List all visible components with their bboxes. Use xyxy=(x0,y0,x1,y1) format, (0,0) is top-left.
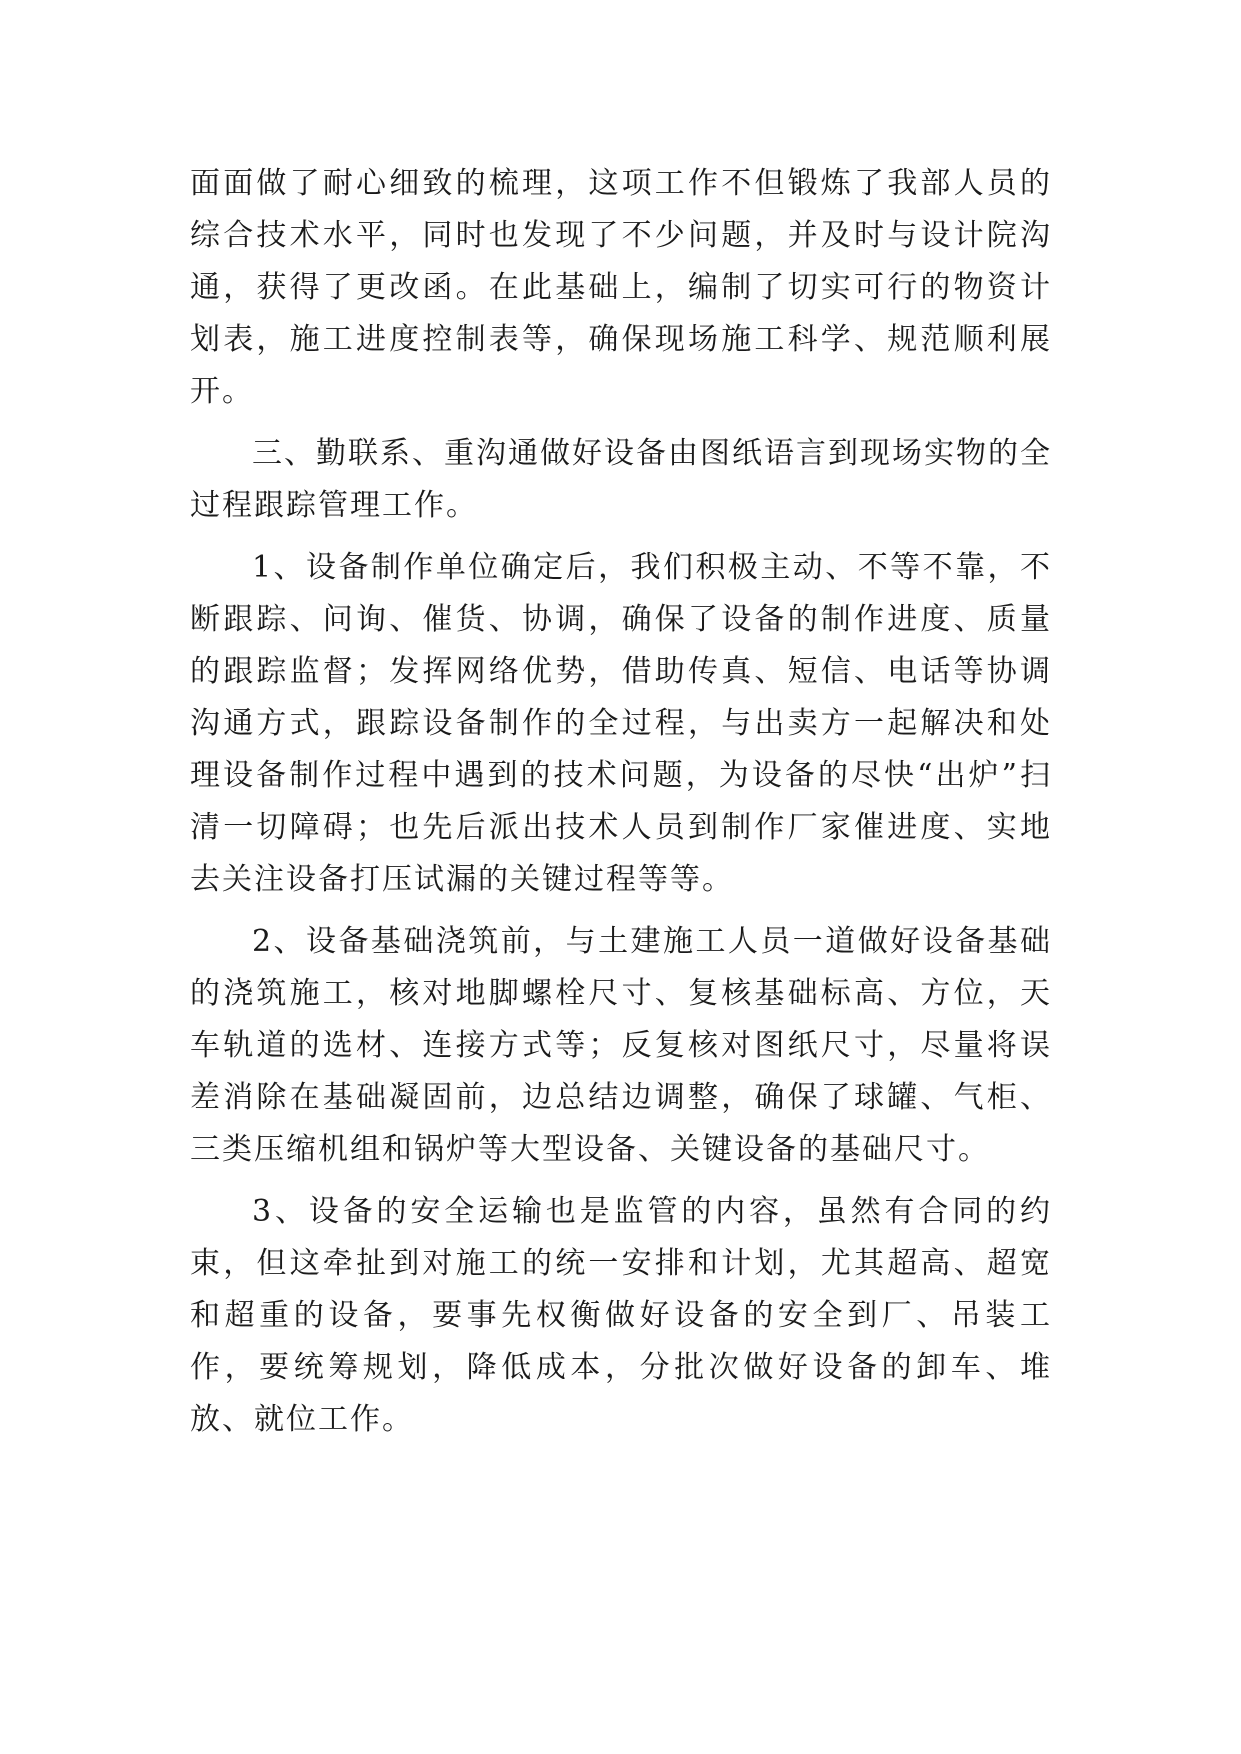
paragraph-item-3: 3、设备的安全运输也是监管的内容，虽然有合同的约束，但这牵扯到对施工的统一安排和计划，尤其超高、超宽和超重的设备，要事先权衡做好设备的安全到厂、吊装工作，要统筹规划，降低成本，分批次做好设备的卸车、堆放、就位工作。 xyxy=(190,1194,1052,1437)
paragraph-section-heading: 三、勤联系、重沟通做好设备由图纸语言到现场实物的全过程跟踪管理工作。 xyxy=(190,436,1052,523)
document-body xyxy=(190,158,1052,1456)
paragraph-item-1: 1、设备制作单位确定后，我们积极主动、不等不靠，不断跟踪、问询、催货、协调，确保了设备的制作进度、质量的跟踪监督；发挥网络优势，借助传真、短信、电话等协调沟通方式，跟踪设备制作的全过程，与出卖方一起解决和处理设备制作过程中遇到的技术问题，为设备的尽快“出炉”扫清一切障碍；也先后派出技术人员到制作厂家催进度、实地去关注设备打压试漏的关键过程等等。 xyxy=(190,550,1052,897)
paragraph-continuation: 面面做了耐心细致的梳理，这项工作不但锻炼了我部人员的综合技术水平，同时也发现了不少问题，并及时与设计院沟通，获得了更改函。在此基础上，编制了切实可行的物资计划表，施工进度控制表等，确保现场施工科学、规范顺利展开。 xyxy=(190,166,1052,409)
paragraph-item-2: 2、设备基础浇筑前，与土建施工人员一道做好设备基础的浇筑施工，核对地脚螺栓尺寸、复核基础标高、方位，天车轨道的选材、连接方式等；反复核对图纸尺寸，尽量将误差消除在基础凝固前，边总结边调整，确保了球罐、气柜、三类压缩机组和锅炉等大型设备、关键设备的基础尺寸。 xyxy=(190,924,1052,1167)
